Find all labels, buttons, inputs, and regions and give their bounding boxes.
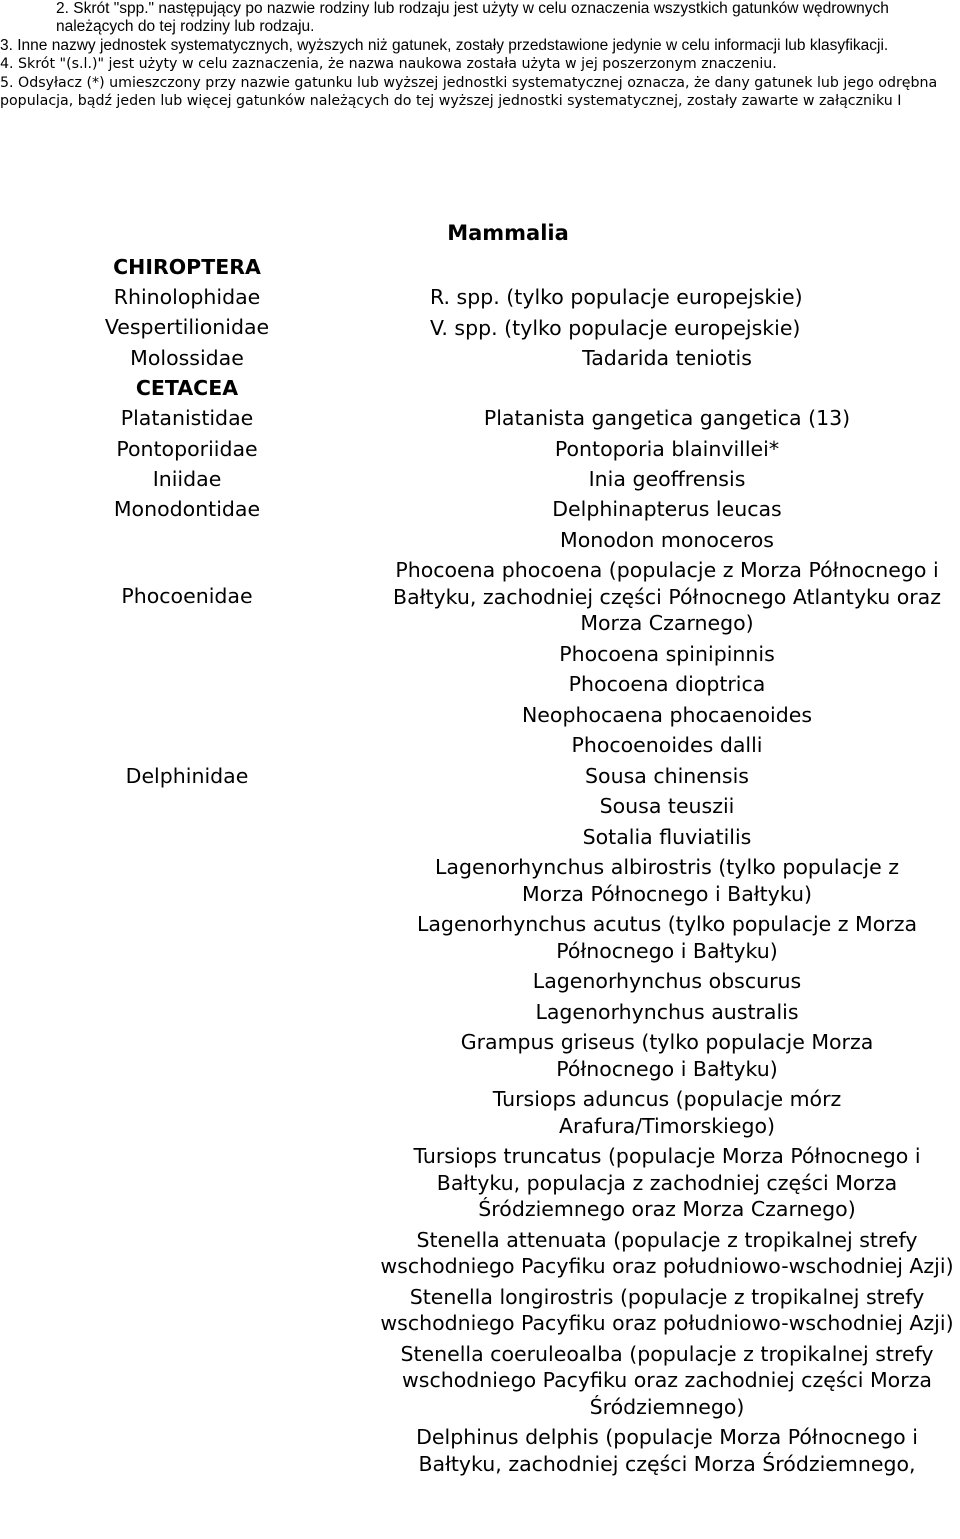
- species-name: Monodon monoceros: [560, 527, 774, 552]
- species-name: Inia geoffrensis: [588, 466, 746, 491]
- order-name: CHIROPTERA: [113, 254, 261, 279]
- family-row: [0, 494, 960, 555]
- family-row: [0, 555, 960, 761]
- species-name: Pontoporia blainvillei*: [554, 436, 780, 461]
- family-name: Delphinidae: [125, 763, 249, 788]
- note-2: 2. Skrót "spp." następujący po nazwie rodziny lub rodzaju jest użyty w celu oznaczenia wszystkich gatunków wędrownych należących do tej rodziny lub rodzaju.: [56, 0, 889, 36]
- species-name: Lagenorhynchus albirostris (tylko populacje z Morza Północnego i Bałtyku): [434, 855, 900, 906]
- species-name: Sousa chinensis: [585, 763, 749, 788]
- species-name: Phocoena dioptrica: [568, 672, 766, 697]
- family-name: Monodontidae: [113, 497, 261, 522]
- species-name: Phocoenoides dalli: [571, 733, 763, 758]
- species-name: Phocoena phocoena (populacje z Morza Północnego i Bałtyku, zachodniej części Północnego Atlantyku oraz Morza Czarnego): [393, 558, 941, 636]
- species-name: Stenella coeruleoalba (populacje z tropikalnej strefy wschodniego Pacyfiku oraz zachodniej części Morza Śródziemnego): [400, 1341, 934, 1419]
- family-row: [0, 343, 960, 373]
- family-row: [0, 313, 960, 343]
- species-name: Stenella longirostris (populacje z tropikalnej strefy wschodniego Pacyfiku oraz południowo-wschodniej Azji): [380, 1284, 954, 1336]
- species-name: Delphinus delphis (populacje Morza Północnego i Bałtyku, zachodniej części Morza Śródziemnego,: [416, 1425, 918, 1476]
- notes-section: [0, 0, 958, 110]
- note-5: 5. Odsyłacz (*) umieszczony przy nazwie gatunku lub wyższej jednostki systematycznej oznacza, że dany gatunek lub jego odrębna populacja, bądź jeden lub więcej gatunków należących do tej wyższej jednostki systematycznej, zostały zawarte w załączniku I: [0, 74, 938, 110]
- family-name: Vespertilionidae: [104, 315, 270, 340]
- species-name: Tadarida teniotis: [582, 345, 752, 370]
- family-row: [0, 403, 960, 433]
- family-row: [0, 761, 960, 1480]
- species-name: Lagenorhynchus australis: [535, 999, 799, 1024]
- species-name: V. spp. (tylko populacje europejskie): [430, 315, 801, 340]
- family-name: Rhinolophidae: [113, 285, 261, 310]
- species-name: R. spp. (tylko populacje europejskie): [430, 285, 803, 310]
- family-name: Molossidae: [130, 345, 244, 370]
- species-name: Platanista gangetica gangetica (13): [483, 406, 851, 431]
- class-heading: Mammalia: [447, 221, 569, 245]
- order-row: [0, 373, 960, 403]
- family-name: Iniidae: [152, 466, 222, 491]
- family-name: Platanistidae: [120, 406, 254, 431]
- species-name: Sousa teuszii: [599, 794, 735, 819]
- order-name: CETACEA: [135, 376, 239, 401]
- order-row: [0, 252, 960, 282]
- species-name: Neophocaena phocaenoides: [521, 702, 813, 727]
- family-row: [0, 434, 960, 464]
- species-name: Delphinapterus leucas: [552, 497, 782, 522]
- species-name: Lagenorhynchus acutus (tylko populacje z Morza Północnego i Bałtyku): [416, 912, 918, 963]
- family-name: Pontoporiidae: [116, 436, 258, 461]
- species-name: Grampus griseus (tylko populacje Morza Północnego i Bałtyku): [460, 1030, 874, 1081]
- family-row: [0, 282, 960, 312]
- species-name: Tursiops truncatus (populacje Morza Północnego i Bałtyku, populacja z zachodniej części Morza Śródziemnego oraz Morza Czarnego): [413, 1144, 921, 1222]
- species-name: Tursiops aduncus (populacje mórz Arafura/Timorskiego): [492, 1087, 842, 1138]
- family-name: Phocoenidae: [121, 584, 253, 609]
- note-3: 3. Inne nazwy jednostek systematycznych, wyższych niż gatunek, zostały przedstawione jedynie w celu informacji lub klasyfikacji.: [0, 36, 889, 54]
- note-4: 4. Skrót "(s.l.)" jest użyty w celu zaznaczenia, że nazwa naukowa została użyta w jej poszerzonym znaczeniu.: [0, 56, 777, 73]
- species-name: Phocoena spinipinnis: [559, 641, 775, 666]
- species-name: Lagenorhynchus obscurus: [532, 969, 802, 994]
- species-table: [0, 214, 960, 1479]
- species-name: Sotalia fluviatilis: [582, 824, 752, 849]
- family-row: [0, 464, 960, 494]
- species-name: Stenella attenuata (populacje z tropikalnej strefy wschodniego Pacyfiku oraz południowo-wschodniej Azji): [380, 1227, 954, 1279]
